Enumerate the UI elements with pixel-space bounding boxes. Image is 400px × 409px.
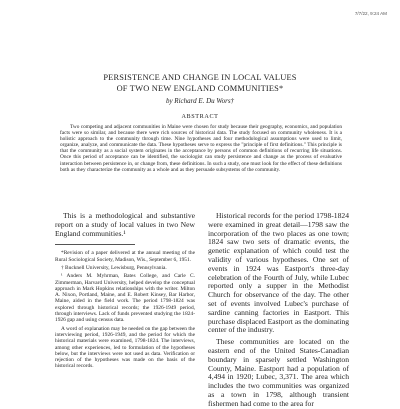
article-title bbox=[0, 72, 400, 94]
left-column bbox=[55, 212, 195, 372]
intro-paragraph: This is a methodological and substantive report on a study of local values in two New England communities.¹ bbox=[55, 211, 195, 238]
article-author: by Richard E. Du Wors† bbox=[165, 97, 235, 105]
body-paragraph: Historical records for the period 1798-1824 were examined in great detail—1798 saw the incorporation of the two places as one town; 1824 saw two sets of dramatic events, the genetic explanation of which could test the validity of various hypotheses. One set of events in 1924 was Eastport's three-day celebration of the Fourth of July, while Lubec reported only a supper in the Methodist Church for observance of the day. The other set of events involved Lubec's purchase of sardine canning factories in Eastport. This purchase displaced Eastport as the dominating center of the industry. bbox=[208, 211, 349, 335]
title-line-1: PERSISTENCE AND CHANGE IN LOCAL VALUES bbox=[103, 73, 297, 82]
footnote: † Bucknell University, Lewisburg, Pennsylvania. bbox=[61, 264, 167, 271]
body-paragraph: These communities are located on the eastern end of the United States-Canadian boundary in sparsely settled Washington County, Maine. Eastport had a population of 4,494 in 1920; Lubec, 3,371. The area which includes the two communities was organized as a town in 1798, although transient fishermen had come to the area for bbox=[208, 337, 349, 408]
abstract-heading: ABSTRACT bbox=[181, 113, 219, 120]
footnote: A word of explanation may be needed on the gap between the interviewing period, 1926-1949, and the period for which the historical materials were examined, 1798-1824. The interviews, among other experiences, led to formulation of the hypotheses below, but the interviews were not used as data. Verification or rejection of the hypotheses was made on the basis of the historical records. bbox=[55, 325, 195, 370]
print-timestamp: 7/7/22, 9:24 AM bbox=[354, 11, 387, 16]
footnote-divider bbox=[55, 244, 135, 245]
title-line-2: OF TWO NEW ENGLAND COMMUNITIES* bbox=[116, 84, 284, 93]
right-column bbox=[208, 212, 349, 409]
abstract-text: Two competing and adjacent communities in Maine were chosen for study because their geography, economics, and population facts were so similar, and because there were rich sources of historical data. The study focused on community wholeness. It is a holistic approach to the community through time. Nine hypotheses and four methodological assumptions were used to limit, organize, analyze, and communicate the data. These hypotheses serve to express the "principle of first definitions." This principle is that the community as a social system originates in the acceptance by persons of common definitions of recurring life situations. Once this period of acceptance can be identified, the sociologist can study persistence and change as the process of evaluative interaction between persistence in, or change from, these definitions. In such a study, one must look for the effect of these definitions both as they characterize the community as a whole and as they persuade subsystems of the community. bbox=[60, 124, 342, 173]
footnote: *Revision of a paper delivered at the annual meeting of the Rural Sociological Society, Madison, Wis., September 6, 1951. bbox=[55, 250, 195, 263]
footnote: ¹ Anders M. Myhrman, Bates College, and Carle C. Zimmerman, Harvard University, helped develop the conceptual approach in Mark Hopkins relationships with the writer. Milton A. Nixon, Portland, Maine, and E. Robert Kinsey, Bar Harbor, Maine, aided in the field work. The period 1798-1824 was explored through historical records; the 1926-1949 period, through interviews. Lack of funds prevented studying the 1824-1926 gap and using census data. bbox=[55, 273, 195, 324]
